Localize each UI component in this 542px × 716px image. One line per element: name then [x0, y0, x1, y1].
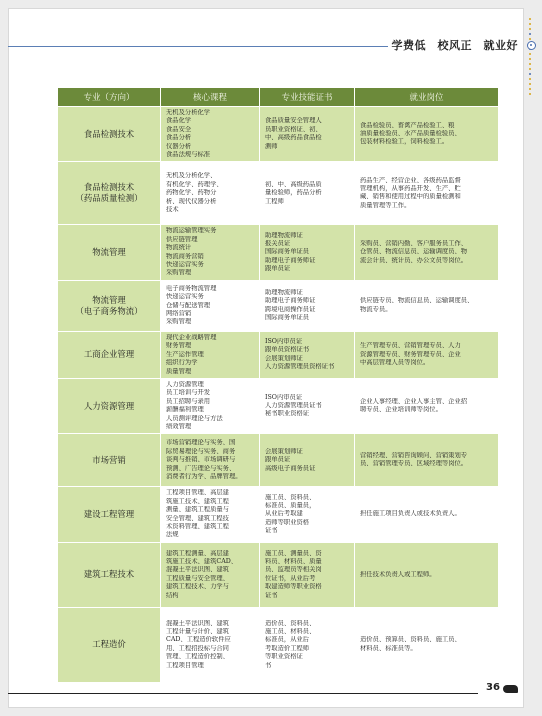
col-header-courses: 核心课程: [161, 88, 260, 106]
cell-major: [58, 487, 161, 541]
cell-line: 药物化学、药物分: [166, 189, 217, 197]
cell-certificates: [260, 332, 355, 378]
cell-jobs: [355, 379, 498, 433]
cell-jobs: [355, 487, 498, 541]
cell-certificates: [260, 608, 355, 682]
cell-line: 取建造师等职业资格: [265, 583, 322, 591]
major-table: [58, 87, 498, 683]
cell-line: 跟单员证: [265, 265, 291, 273]
table-header-row: [58, 88, 498, 106]
cell-line: 安全管理、建筑工程技: [166, 514, 229, 522]
cell-line: 电子商务物流管理: [166, 284, 217, 292]
cell-line: 物流统计: [166, 244, 192, 252]
cell-line: 员、监理员等相关岗: [265, 566, 322, 574]
cell-line: 结构: [166, 591, 179, 599]
cell-line: 质量管理等工作。: [360, 201, 411, 209]
cell-major: [58, 225, 161, 279]
cell-line: 析、现代仪器分析: [166, 197, 217, 205]
cell-line: 采购员、营销内勤、客户服务员工作、: [360, 240, 468, 248]
cell-line: 书: [265, 661, 272, 669]
footer-rule: [8, 693, 478, 694]
cell-line: 绩效管理: [166, 422, 192, 430]
cell-line: 食品检验员、畜禽产品检验工、粮: [360, 121, 455, 129]
cell-line: 会展策划师证: [265, 354, 303, 362]
cell-line: 快递运营实务: [166, 293, 204, 301]
cell-line: 工程质量与安全管理、: [166, 574, 229, 582]
cell-line: 藏、销售和使用过程中的质量检测和: [360, 193, 461, 201]
cell-line: 工程师: [265, 197, 284, 205]
cell-line: 网络营销: [166, 310, 192, 318]
cell-line: 食品分析: [166, 134, 192, 142]
col-header-certificates: 专业技能证书: [260, 88, 355, 106]
cell-line: 助理物流师证: [265, 231, 303, 239]
cell-certificates: [260, 225, 355, 279]
col-header-major: 专业（方向）: [58, 88, 161, 106]
cell-line: 资源管理专员、财务管理专员、企业: [360, 350, 461, 358]
cell-major: [58, 379, 161, 433]
cell-line: 工程计量与计价、建筑: [166, 627, 229, 635]
cell-line: 施工员、资料员、: [265, 493, 316, 501]
cell-line: 标准员、质量员，: [265, 501, 316, 509]
cell-line: 消费者行为学、品牌管理。: [166, 472, 242, 480]
cell-line: 人力资源管理: [83, 400, 135, 411]
cell-line: 担任施工项目负责人或技术负责人。: [360, 510, 461, 518]
cell-line: 助理电子商务师证: [265, 297, 316, 305]
cell-line: 市场营销: [92, 454, 126, 465]
cell-line: 测量、建筑工程质量与: [166, 506, 229, 514]
cell-line: 现代企业战略管理: [166, 333, 217, 341]
cell-line: 会展策划师证: [265, 447, 303, 455]
cell-jobs: [355, 332, 498, 378]
cell-line: 薪酬福利管理: [166, 406, 204, 414]
cell-line: 人员测评理论与方法: [166, 414, 223, 422]
cell-line: 包装材料检验工，饲料检验工。: [360, 138, 449, 146]
cell-line: 预测、广告理论与实务、: [166, 464, 236, 472]
cell-line: 快递运营实务: [166, 261, 204, 269]
cell-line: 物流管理: [92, 247, 126, 258]
cell-line: 企业人事经理、企业人事主管、企业招: [360, 397, 468, 405]
cell-courses: [161, 543, 260, 607]
cell-line: 供应链管理: [166, 235, 198, 243]
cell-courses: [161, 332, 260, 378]
cell-line: 初、中、高级药品质: [265, 180, 322, 188]
cell-line: 流会计员、统计员、办公文员等岗位。: [360, 256, 468, 264]
cell-line: 员工培训与开发: [166, 389, 211, 397]
cell-jobs: [355, 107, 498, 161]
cell-line: 仓管员、物流信息员、运输调度员、物: [360, 248, 468, 256]
cell-line: 食品安全: [166, 125, 192, 133]
cell-line: 中高层管理人员等岗位。: [360, 359, 430, 367]
cell-major: [58, 332, 161, 378]
cell-line: 法规: [166, 531, 179, 539]
cell-line: 药品生产、经营企业、各级药品监督: [360, 176, 461, 184]
cell-line: 位证书，从业后考: [265, 574, 316, 582]
cell-line: （电子商务物流）: [75, 305, 143, 316]
cell-line: 人力资源管理: [166, 380, 204, 388]
cell-line: 组织行为学: [166, 359, 198, 367]
cell-line: 担任技术负责人或工程师。: [360, 570, 436, 578]
cell-line: 供应链专员、物流信息员、运输调度员、: [360, 297, 474, 305]
cell-line: 仪器分析: [166, 142, 192, 150]
cell-line: 管理、工程造价控制、: [166, 653, 229, 661]
page-number: 36: [486, 682, 500, 693]
cell-line: 造师等职业资格: [265, 518, 310, 526]
cell-line: 物流管理: [92, 294, 126, 305]
cell-line: 施工员、测量员、资: [265, 549, 322, 557]
cell-courses: [161, 225, 260, 279]
cell-line: 人力资源管理员证书: [265, 401, 322, 409]
cell-courses: [161, 281, 260, 331]
cell-certificates: [260, 281, 355, 331]
cell-line: 造价员、预算员、资料员、施工员、: [360, 636, 461, 644]
cell-line: 工商企业管理: [83, 349, 135, 360]
cell-major: [58, 434, 161, 486]
cell-line: 秘书职业资格证: [265, 410, 310, 418]
cell-line: 中、高级药品食品检: [265, 134, 322, 142]
cell-line: 混凝土平法识图、建筑: [166, 566, 229, 574]
col-header-jobs: 就业岗位: [355, 88, 498, 106]
cell-line: 混凝土平法识图、建筑: [166, 619, 229, 627]
cell-line: 质量管理: [166, 367, 192, 375]
cell-line: 建筑工程测量、高层建: [166, 549, 229, 557]
cell-line: 考取造价工程师: [265, 644, 310, 652]
cell-line: 施工员、材料员、: [265, 627, 316, 635]
cell-courses: [161, 434, 260, 486]
cell-line: 术资料管理、建筑工程: [166, 522, 229, 530]
cell-jobs: [355, 225, 498, 279]
cell-line: ISO内审员证: [265, 338, 303, 346]
cell-line: 料员、材料员、质量: [265, 557, 322, 565]
cell-line: 无机及分析化学、: [166, 172, 217, 180]
cell-line: CAD、工程造价软件应: [166, 636, 231, 644]
cell-line: 建设工程管理: [83, 509, 135, 520]
cell-line: 员、营销管理专员、区域经理等岗位。: [360, 460, 468, 468]
cell-line: 食品检测技术: [83, 128, 135, 139]
cell-line: 生产运作管理: [166, 350, 204, 358]
cell-line: 际贸易理论与实务、商务: [166, 447, 236, 455]
cell-line: 材料员、标准员等。: [360, 644, 417, 652]
cell-certificates: [260, 379, 355, 433]
cell-major: [58, 543, 161, 607]
table-row: [58, 487, 498, 541]
cell-line: 建筑工程技术、力学与: [166, 583, 229, 591]
table-row: [58, 107, 498, 161]
cell-line: 生产管理专员、营销管理专员、人力: [360, 342, 461, 350]
header-slogan: 学费低 校风正 就业好: [388, 37, 523, 53]
cell-jobs: [355, 434, 498, 486]
cell-major: [58, 608, 161, 682]
cell-line: 员职业资格证、初、: [265, 125, 322, 133]
cell-line: 助理物流师证: [265, 289, 303, 297]
cell-line: 工程项目管理: [166, 661, 204, 669]
cell-certificates: [260, 107, 355, 161]
cell-line: 聘专员、企业培训师等岗位。: [360, 406, 442, 414]
table-row: [58, 332, 498, 378]
cell-line: 国际商务单证员: [265, 248, 310, 256]
cell-line: 市场营销理论与实务、国: [166, 439, 236, 447]
table-row: [58, 379, 498, 433]
table-row: [58, 434, 498, 486]
cell-line: ISO内审员证: [265, 393, 303, 401]
cell-line: 量检验师，药品分析: [265, 189, 322, 197]
cell-line: 用、工程招投标与合同: [166, 644, 229, 652]
cell-line: （药品质量检测）: [75, 193, 143, 204]
cell-line: 物流专员。: [360, 305, 392, 313]
cell-line: 有机化学、药理学、: [166, 180, 223, 188]
cell-line: 国际商务单证员: [265, 314, 310, 322]
cell-line: 无机及分析化学: [166, 109, 211, 116]
cell-certificates: [260, 434, 355, 486]
cell-line: 测师: [265, 142, 278, 150]
cell-major: [58, 107, 161, 161]
cell-line: 物流运输管理实务: [166, 227, 217, 235]
cell-line: 筑施工技术、建筑CAD、: [166, 557, 238, 565]
table-row: [58, 162, 498, 224]
cell-line: 跟单员证: [265, 456, 291, 464]
cell-jobs: [355, 543, 498, 607]
cell-line: 物流商务营销: [166, 252, 204, 260]
cell-jobs: [355, 162, 498, 224]
cell-line: 助理电子商务师证: [265, 256, 316, 264]
cell-line: 筑施工技术、建筑工程: [166, 497, 229, 505]
cell-line: 标准员，从业后: [265, 636, 310, 644]
cell-line: 仓储与配送管理: [166, 301, 211, 309]
cell-major: [58, 281, 161, 331]
table-row: [58, 225, 498, 279]
table-row: [58, 608, 498, 682]
header-circle-ornament: [527, 41, 536, 50]
cell-courses: [161, 379, 260, 433]
cell-line: 食品化学: [166, 117, 192, 125]
cell-line: 员工招聘与录用: [166, 397, 211, 405]
cell-line: 油质量检验员、水产品质量检验员、: [360, 130, 461, 138]
cell-jobs: [355, 281, 498, 331]
cell-line: 食品检测技术: [83, 182, 135, 193]
cell-line: 人力资源管理员资格证书: [265, 363, 335, 371]
cell-courses: [161, 608, 260, 682]
page-number-ornament: [503, 685, 518, 693]
cell-line: 从业后考取建: [265, 510, 303, 518]
cell-line: 证书: [265, 527, 278, 535]
cell-line: 采购管理: [166, 269, 192, 277]
table-row: [58, 281, 498, 331]
cell-certificates: [260, 543, 355, 607]
cell-line: 工程造价: [92, 639, 126, 650]
cell-line: 跨境电商操作员证: [265, 305, 316, 313]
cell-line: 食品质量安全管理人: [265, 117, 322, 125]
cell-line: 报关员证: [265, 240, 291, 248]
cell-line: 管理机构，从事药品开发、生产、贮: [360, 185, 461, 193]
cell-line: 等职业资格证: [265, 653, 303, 661]
cell-courses: [161, 107, 260, 161]
cell-line: 采购管理: [166, 318, 192, 326]
cell-line: 证书: [265, 591, 278, 599]
cell-major: [58, 162, 161, 224]
cell-certificates: [260, 487, 355, 541]
cell-line: 营销经理、营销咨询顾问、营销策划专: [360, 451, 468, 459]
cell-courses: [161, 487, 260, 541]
cell-line: 技术: [166, 206, 179, 214]
cell-line: 造价员、资料员、: [265, 619, 316, 627]
cell-certificates: [260, 162, 355, 224]
table-row: [58, 543, 498, 607]
cell-courses: [161, 162, 260, 224]
cell-line: 跟单员资格证书: [265, 346, 310, 354]
cell-line: 工程项目管理、高层建: [166, 489, 229, 497]
cell-line: 财务管理: [166, 342, 192, 350]
header-dot-column: [528, 18, 532, 98]
cell-line: 建筑工程技术: [83, 569, 135, 580]
cell-line: 谈判与推销、市场调研与: [166, 456, 236, 464]
cell-line: 高级电子商务员证: [265, 464, 316, 472]
cell-line: 食品法规与标准: [166, 151, 211, 159]
cell-jobs: [355, 608, 498, 682]
